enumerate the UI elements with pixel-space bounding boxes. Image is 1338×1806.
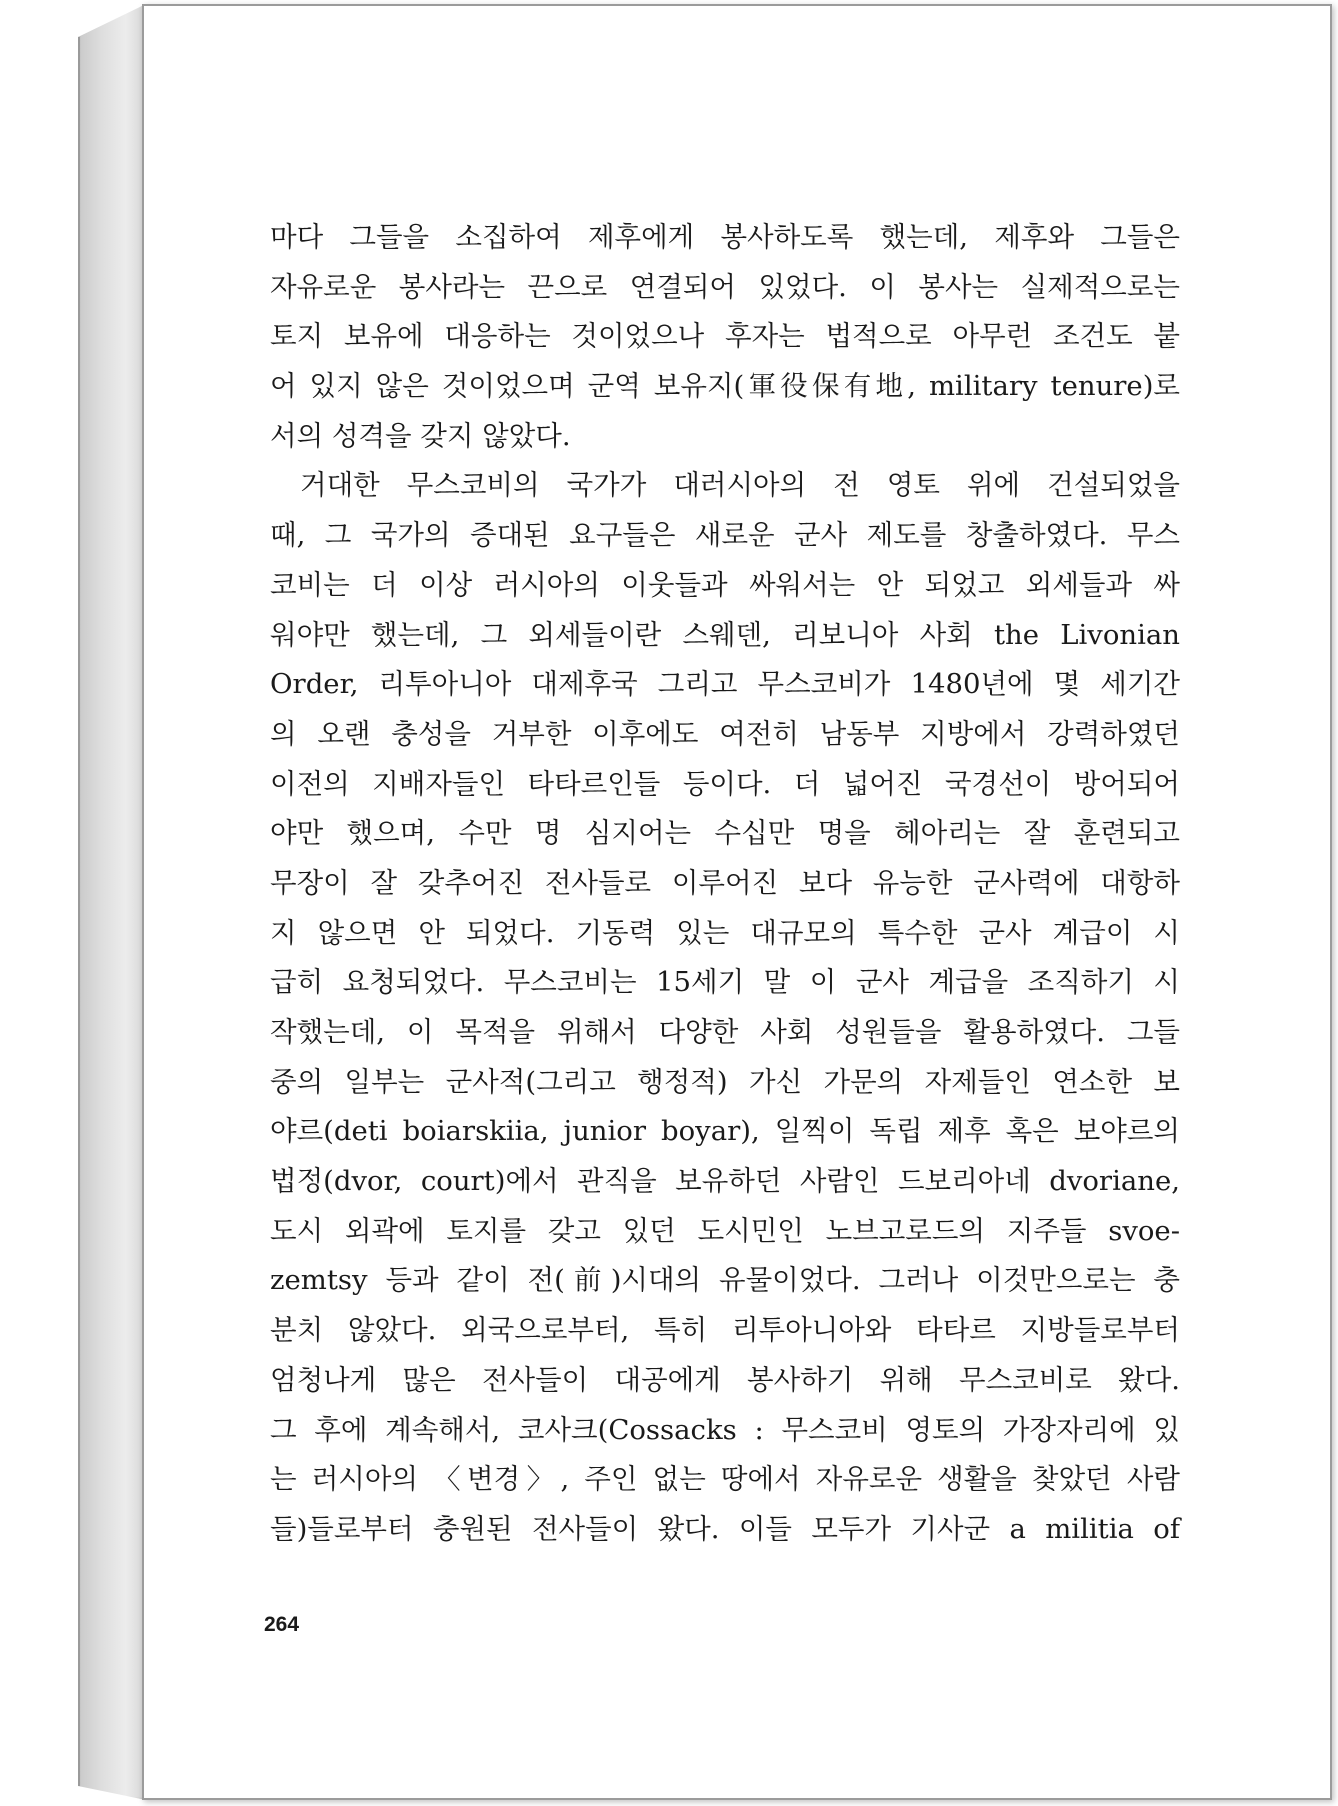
text-line: 는 러시아의 〈변경〉, 주인 없는 땅에서 자유로운 생활을 찾았던 사람	[270, 1463, 1180, 1496]
text-line: 중의 일부는 군사적(그리고 행정적) 가신 가문의 자제들인 연소한 보	[270, 1065, 1180, 1098]
text-line: Order, 리투아니아 대제후국 그리고 무스코비가 1480년에 몇 세기간	[270, 668, 1180, 701]
text-line: 이전의 지배자들인 타타르인들 등이다. 더 넓어진 국경선이 방어되어	[270, 767, 1180, 800]
page-number: 264	[264, 1613, 300, 1636]
text-line: 토지 보유에 대응하는 것이었으나 후자는 법적으로 아무런 조건도 붙	[270, 320, 1180, 353]
text-line: 무장이 잘 갖추어진 전사들로 이루어진 보다 유능한 군사력에 대항하	[270, 866, 1180, 899]
text-line: 도시 외곽에 토지를 갖고 있던 도시민인 노브고로드의 지주들 svoe-	[270, 1214, 1180, 1247]
text-line: 야르(deti boiarskiia, junior boyar), 일찍이 독립 제후 혹은 보야르의	[270, 1115, 1180, 1148]
text-line: 코비는 더 이상 러시아의 이웃들과 싸워서는 안 되었고 외세들과 싸	[270, 568, 1180, 601]
text-line: 야만 했으며, 수만 명 심지어는 수십만 명을 헤아리는 잘 훈련되고	[270, 817, 1180, 850]
text-line: 분치 않았다. 외국으로부터, 특히 리투아니아와 타타르 지방들로부터	[270, 1314, 1180, 1347]
text-line: 지 않으면 안 되었다. 기동력 있는 대규모의 특수한 군사 계급이 시	[270, 916, 1180, 949]
text-line: 워야만 했는데, 그 외세들이란 스웨덴, 리보니아 사회 the Livonian	[270, 618, 1180, 651]
text-line: 엄청나게 많은 전사들이 대공에게 봉사하기 위해 무스코비로 왔다.	[270, 1363, 1180, 1396]
text-line: 그 후에 계속해서, 코사크(Cossacks : 무스코비 영토의 가장자리에 있	[270, 1413, 1180, 1446]
text-line: 서의 성격을 갖지 않았다.	[270, 419, 571, 452]
text-line: 때, 그 국가의 증대된 요구들은 새로운 군사 제도를 창출하였다. 무스	[270, 519, 1180, 552]
book-spine	[78, 4, 146, 1800]
text-line: 의 오랜 충성을 거부한 이후에도 여전히 남동부 지방에서 강력하였던	[270, 717, 1180, 750]
text-line: 거대한 무스코비의 국가가 대러시아의 전 영토 위에 건설되었을	[300, 469, 1180, 502]
text-line: 법정(dvor, court)에서 관직을 보유하던 사람인 드보리아네 dvoriane,	[270, 1165, 1180, 1198]
text-line: 들)들로부터 충원된 전사들이 왔다. 이들 모두가 기사군 a militia of	[270, 1512, 1180, 1545]
book-page	[142, 4, 1332, 1800]
text-line: 어 있지 않은 것이었으며 군역 보유지(軍役保有地, military tenure)로	[270, 370, 1180, 403]
body-text	[270, 213, 1180, 1555]
text-line: zemtsy 등과 같이 전(前)시대의 유물이었다. 그러나 이것만으로는 충	[270, 1264, 1180, 1297]
text-line: 마다 그들을 소집하여 제후에게 봉사하도록 했는데, 제후와 그들은	[270, 221, 1180, 253]
text-line: 작했는데, 이 목적을 위해서 다양한 사회 성원들을 활용하였다. 그들	[270, 1016, 1180, 1048]
text-line: 급히 요청되었다. 무스코비는 15세기 말 이 군사 계급을 조직하기 시	[270, 966, 1180, 999]
text-line: 자유로운 봉사라는 끈으로 연결되어 있었다. 이 봉사는 실제적으로는	[270, 270, 1180, 303]
book-spine-edge	[78, 37, 80, 1786]
